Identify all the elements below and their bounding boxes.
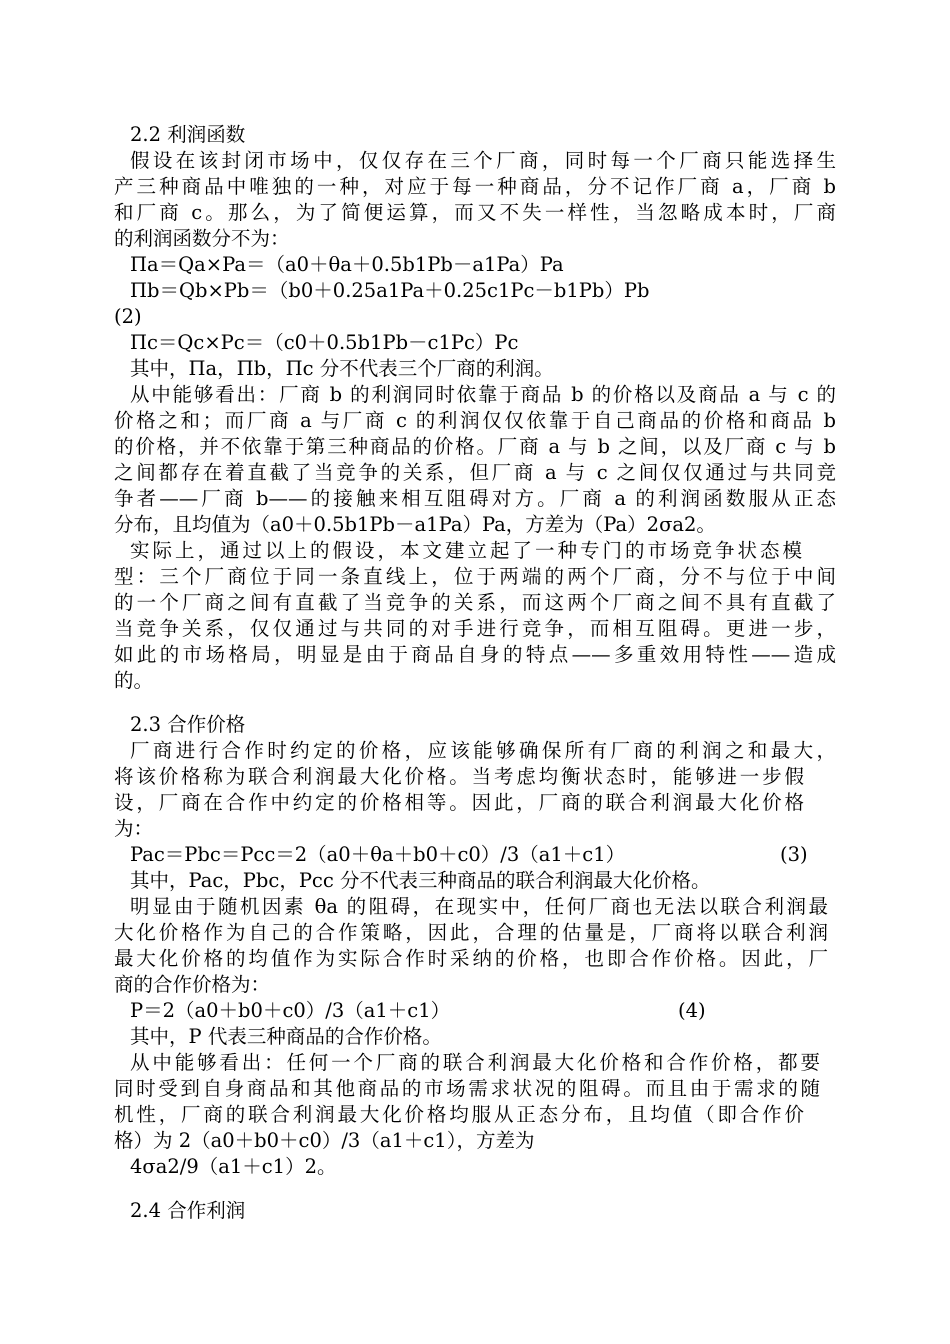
section-heading-2-4: 2.4 合作利润: [130, 1199, 246, 1222]
paragraph-line: 最大化价格的均值作为实际合作时采纳的价格，也即合作价格。因此，厂: [114, 947, 828, 970]
paragraph-line: 同时受到自身商品和其他商品的市场需求状况的阻碍。而且由于需求的随: [114, 1077, 820, 1100]
paragraph-line: 如此的市场格局，明显是由于商品自身的特点——多重效用特性——造成: [114, 643, 836, 666]
equation-profit-b: Πb＝Qb×Pb＝（b0＋0.25a1Pa＋0.25c1Pc－b1Pb）Pb: [130, 279, 650, 302]
paragraph-line: 的利润函数分不为：: [114, 227, 290, 250]
equation-cooperative-price: P＝2（a0＋b0＋c0）/3（a1＋c1）: [130, 999, 451, 1022]
paragraph-line: 大化价格作为自己的合作策略，因此，合理的估量是，厂商将以联合利润: [114, 921, 828, 944]
paragraph-line: 分布，且均值为（a0＋0.5b1Pb－a1Pa）Pa，方差为（Pa）2σa2。: [114, 513, 716, 536]
paragraph-line: 假设在该封闭市场中，仅仅存在三个厂商，同时每一个厂商只能选择生: [130, 149, 836, 172]
paragraph-line: 价格之和；而厂商 a 与厂商 c 的利润仅仅依靠于自己商品的价格和商品 b: [114, 409, 836, 432]
paragraph-line: 为：: [114, 817, 154, 840]
equation-number: (3): [780, 843, 808, 866]
paragraph-line: 其中，P 代表三种商品的合作价格。: [130, 1025, 442, 1048]
paragraph-line: 的价格，并不依靠于第三种商品的价格。厂商 a 与 b 之间，以及厂商 c 与 b: [114, 435, 836, 458]
paragraph-line: 从中能够看出：厂商 b 的利润同时依靠于商品 b 的价格以及商品 a 与 c 的: [130, 383, 836, 406]
paragraph-line: 的。: [114, 669, 154, 692]
paragraph-line: 商的合作价格为：: [114, 973, 271, 996]
paragraph-line: 的一个厂商之间有直截了当竞争的关系，而这两个厂商之间不具有直截了: [114, 591, 836, 614]
paragraph-line: 其中，Pac，Pbc，Pcc 分不代表三种商品的联合利润最大化价格。: [130, 869, 711, 892]
paragraph-line: 设，厂商在合作中约定的价格相等。因此，厂商的联合利润最大化价格: [114, 791, 804, 814]
section-heading-2-3: 2.3 合作价格: [130, 713, 246, 736]
paragraph-line: 当竞争关系，仅仅通过与共同的对手进行竞争，而相互阻碍。更进一步，: [114, 617, 836, 640]
equation-number: (4): [678, 999, 706, 1022]
paragraph-line: 机性，厂商的联合利润最大化价格均服从正态分布，且均值（即合作价: [114, 1103, 804, 1126]
equation-profit-c: Πc＝Qc×Pc＝（c0＋0.5b1Pb－c1Pc）Pc: [130, 331, 519, 354]
paragraph-line: 明显由于随机因素 θa 的阻碍，在现实中，任何厂商也无法以联合利润最: [130, 895, 828, 918]
paragraph-line: 实际上，通过以上的假设，本文建立起了一种专门的市场竞争状态模: [130, 539, 802, 562]
paragraph-line: 将该价格称为联合利润最大化价格。当考虑均衡状态时，能够进一步假: [114, 765, 804, 788]
paragraph-line: 从中能够看出：任何一个厂商的联合利润最大化价格和合作价格，都要: [130, 1051, 820, 1074]
paragraph-line: 型：三个厂商位于同一条直线上，位于两端的两个厂商，分不与位于中间: [114, 565, 836, 588]
paragraph-line: 厂商进行合作时约定的价格，应该能够确保所有厂商的利润之和最大，: [130, 739, 836, 762]
equation-number: (2): [114, 305, 142, 328]
paragraph-line: 争者——厂商 b——的接触来相互阻碍对方。厂商 a 的利润函数服从正态: [114, 487, 836, 510]
paragraph-line: 产三种商品中唯独的一种，对应于每一种商品，分不记作厂商 a，厂商 b: [114, 175, 836, 198]
paragraph-line: 格）为 2（a0＋b0＋c0）/3（a1＋c1），方差为: [114, 1129, 535, 1152]
paragraph-line: 其中，Πa，Πb，Πc 分不代表三个厂商的利润。: [130, 357, 554, 380]
equation-profit-a: Πa＝Qa×Pa＝（a0＋θa＋0.5b1Pb－a1Pa）Pa: [130, 253, 564, 276]
paragraph-line: 之间都存在着直截了当竞争的关系，但厂商 a 与 c 之间仅仅通过与共同竞: [114, 461, 836, 484]
paragraph-line: 和厂商 c。那么，为了简便运算，而又不失一样性，当忽略成本时，厂商: [114, 201, 836, 224]
paragraph-line: 4σa2/9（a1＋c1）2。: [130, 1155, 337, 1178]
equation-joint-price: Pac＝Pbc＝Pcc＝2（a0＋θa＋b0＋c0）/3（a1＋c1）: [130, 843, 626, 866]
section-heading-2-2: 2.2 利润函数: [130, 123, 246, 146]
